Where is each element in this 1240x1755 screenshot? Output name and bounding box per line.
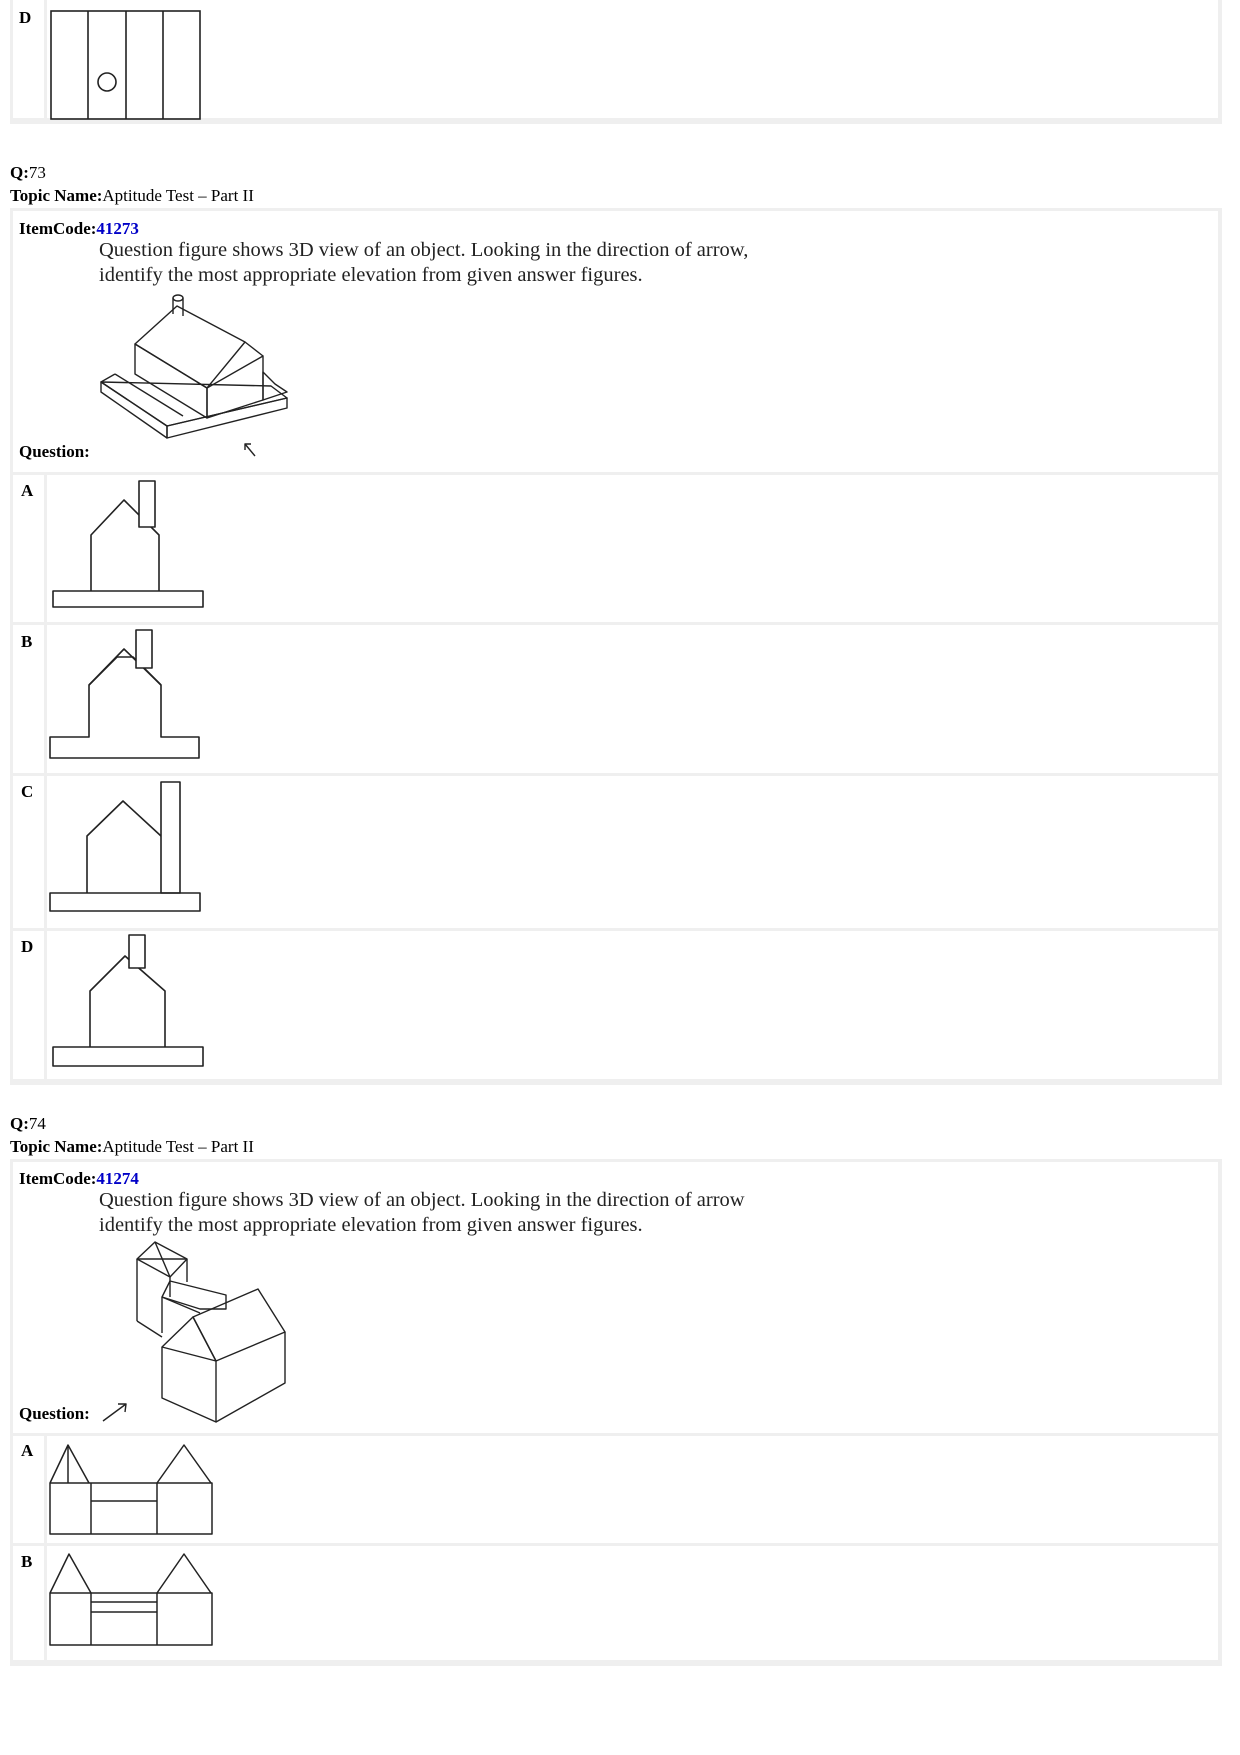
q73-number-prefix: Q: (10, 163, 29, 182)
q73-option-b-cell (47, 625, 1218, 773)
q74-option-a-figure (49, 1443, 219, 1536)
q74-topic-line (10, 1136, 254, 1158)
q73-option-d-figure (52, 934, 212, 1069)
q74-itemcode: 41274 (96, 1169, 139, 1188)
q74-number-line (10, 1113, 46, 1135)
q73-topic: Aptitude Test – Part II (102, 186, 254, 205)
prev-option-d-figure-cell (47, 0, 1218, 118)
q73-option-d-cell (47, 931, 1218, 1079)
q73-topic-line (10, 185, 254, 207)
q73-option-a-figure (52, 479, 212, 609)
q73-question-label: Question: (19, 442, 90, 461)
prev-option-d-label: D (19, 8, 32, 27)
q74-topic: Aptitude Test – Part II (102, 1137, 254, 1156)
q74-stem-line-2: identify the most appropriate elevation from given answer figures. (99, 1214, 643, 1236)
q73-topic-prefix: Topic Name: (10, 186, 103, 205)
q74-option-b-cell (47, 1546, 1218, 1660)
q74-option-a-label: A (21, 1441, 34, 1460)
q74-question-label: Question: (19, 1404, 90, 1423)
q74-question-figure (100, 1237, 290, 1422)
q73-option-d-label: D (21, 937, 34, 956)
prev-option-d-figure (50, 8, 210, 123)
q73-question-figure (95, 288, 295, 458)
q74-option-b-figure (49, 1552, 219, 1647)
q74-option-b-label: B (21, 1552, 33, 1571)
q73-itemcode: 41273 (96, 219, 139, 238)
q73-option-b-label: B (21, 632, 33, 651)
q73-itemcode-line (19, 219, 139, 239)
q73-stem-line-2: identify the most appropriate elevation from given answer figures. (99, 264, 643, 286)
q74-number-prefix: Q: (10, 1114, 29, 1133)
q73-number: 73 (28, 163, 46, 182)
q74-stem-line-1: Question figure shows 3D view of an object. Looking in the direction of arrow (99, 1189, 745, 1211)
q73-option-c-figure (49, 780, 209, 915)
q74-itemcode-line (19, 1169, 139, 1189)
q74-topic-prefix: Topic Name: (10, 1137, 103, 1156)
q73-option-c-label: C (21, 782, 34, 801)
q73-stem-line-1: Question figure shows 3D view of an object. Looking in the direction of arrow, (99, 239, 749, 261)
q73-option-b-figure (49, 629, 209, 759)
q74-option-a-cell (47, 1436, 1218, 1543)
q73-option-a-cell (47, 475, 1218, 622)
q73-option-c-cell (47, 776, 1218, 928)
q73-itemcode-prefix: ItemCode: (19, 219, 97, 238)
q74-number: 74 (28, 1114, 46, 1133)
q73-number-line (10, 162, 46, 184)
q73-option-a-label: A (21, 481, 34, 500)
q74-itemcode-prefix: ItemCode: (19, 1169, 97, 1188)
